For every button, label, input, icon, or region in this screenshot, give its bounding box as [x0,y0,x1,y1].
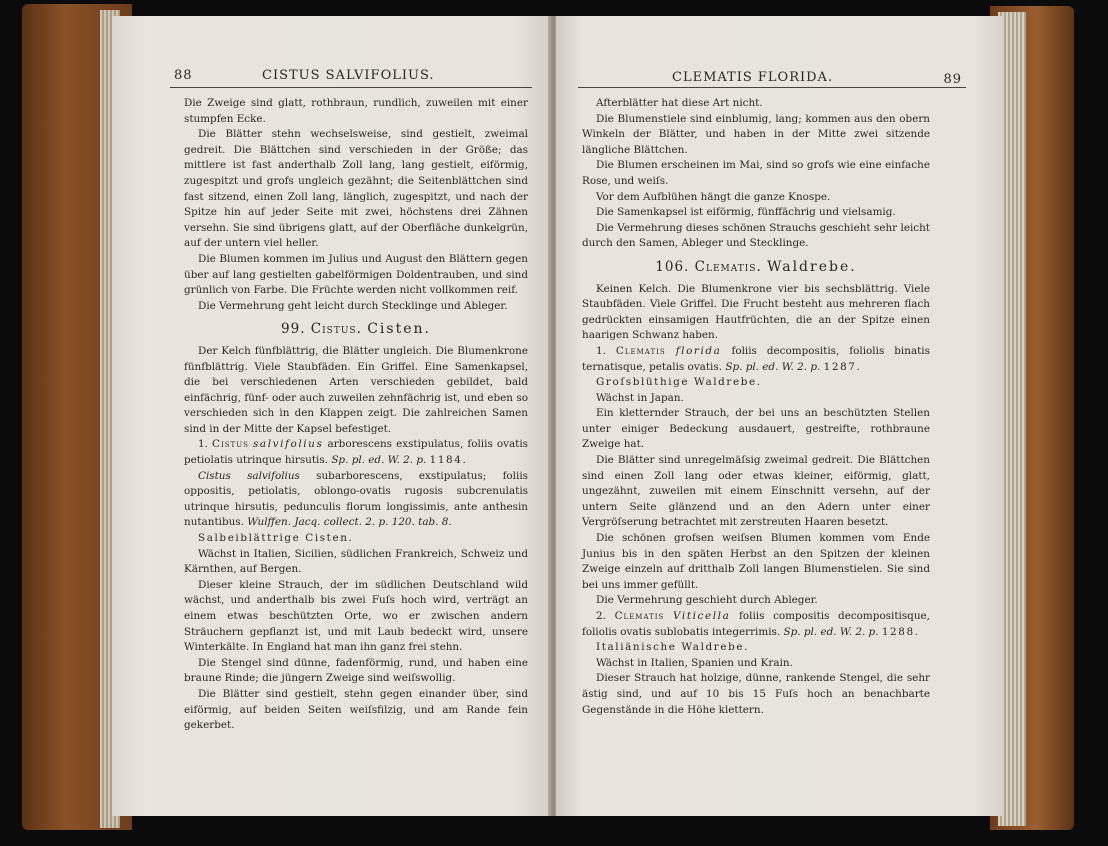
paragraph: Vor dem Aufblühen hängt die ganze Knospe. [596,190,831,203]
section-german-name: Cisten. [367,321,431,338]
left-running-head [112,66,550,88]
left-head-rule [170,87,532,88]
paragraph: Wächst in Italien, Sicilien, südlichen Frankreich, Schweiz und Kärnthen, auf Bergen. [184,547,528,576]
common-name: Italiänische Waldrebe. [596,641,749,654]
species-diagnosis: 1. Cistus salvifolius arborescens exstipulatus, foliis ovatis petiolatis utrinque hirsutis. Sp. pl. ed. W. 2. p. 1184. [184,438,529,467]
species-diagnosis: 1. Clematis florida foliis decompositis, foliolis binatis ternatisque, petalis ovatis. Sp. pl. ed. W. 2. p. 1287. [582,344,930,373]
right-running-head [556,66,1002,88]
paragraph: Die schönen grofsen weiſsen Blumen kommen vom Ende Junius bis in den späten Herbst an den Spitzen der kleinen Zweige einzeln auf dritthalb Zoll langen Blumenstielen. Sie sind bei uns immer gefüllt. [582,532,930,591]
right-body-text [582,96,930,718]
section-german-name: Waldrebe. [767,258,857,275]
section-heading-clematis [582,260,930,276]
species-diagnosis: 2. Clematis Viticella foliis compositis decompositisque, foliolis ovatis sublobatis integerrimis. Sp. pl. ed. W. 2. p. 1288. [582,610,930,638]
left-body-text [184,96,528,734]
paragraph: Dieser kleine Strauch, der im südlichen Deutschland wild wächst, und anderthalb bis zwei Fuſs hoch wird, verträgt an einem etwas beschützten Orte, wo er zwischen andern Sträuchern gepflanzt ist, und mit Laub bedeckt wird, unsere Winterkälte. In England hat man ihn ganz frei stehn. [184,578,528,654]
paragraph: Ein kletternder Strauch, der bei uns an beschützten Stellen unter einiger Bedeckung ausdauert, gestreifte, rothbraune Zweige hat. [582,407,930,451]
left-page [112,16,550,816]
right-page-edges [998,12,1026,826]
paragraph: Afterblätter hat diese Art nicht. [596,97,763,109]
paragraph: Die Blumenstiele sind einblumig, lang; kommen aus den obern Winkeln der Blätter, und haben in der Mitte zwei sitzende längliche Blättchen. [582,112,930,156]
paragraph: Der Kelch fünfblättrig, die Blätter ungleich. Die Blumenkrone fünfblättrig. Viele Staubfäden. Ein Griffel. Eine Samenkapsel, die bei verschiedenen Arten verschieden gebildet, bald einfächrig, fünf- oder auch zuweilen zehnfächrig ist, und eben so verschieden sich in den Klappen zeigt. Die zahlreichen Samen sind in der Mitte der Kapsel befestiget. [184,344,528,435]
section-genus: Cistus. [310,321,362,338]
section-number: 99. [281,321,306,338]
paragraph: Wächst in Japan. [596,391,684,404]
paragraph: Die Blätter stehn wechselsweise, sind gestielt, zweimal gedreit. Die Blättchen sind verschieden in der Größe; das mittlere ist fast anderthalb Zoll lang, lang gestielt, eiförmig, zugespitzt und grofs ungleich gezähnt; die Seitenblättchen sind fast sitzend, einen Zoll lang, länglich, zugespitzt, und nach der Spitze hin auf jeder Seite mit zwei, höchstens drei Zähnen versehn. Sie sind übrigens glatt, auf der Oberfläche dunkelgrün, auf der untern viel heller. [184,128,528,250]
paragraph: Die Samenkapsel ist eiförmig, fünffächrig und vielsamig. [596,206,896,219]
paragraph: Die Vermehrung geht leicht durch Stecklinge und Ableger. [198,299,508,312]
common-name: Groſsblüthige Waldrebe. [596,376,762,389]
paragraph: Die Vermehrung dieses schönen Strauchs geschieht sehr leicht durch den Samen, Ableger und Stecklinge. [582,221,930,250]
species-synonym: Cistus salvifolius subarborescens, exstipulatus; foliis oppositis, petiolatis, oblongo-ovatis rugosis subcrenulatis utrinque hirsutis, pedunculis florum longissimis, ante anthesin nutantibus. Wulffen. Jacq. collect. 2. p. 120. tab. 8. [184,469,528,529]
right-page [556,16,1002,816]
paragraph: Wächst in Italien, Spanien und Krain. [596,656,793,669]
section-number: 106. [655,258,690,275]
right-head-rule [578,87,966,88]
paragraph: Die Blätter sind gestielt, stehn gegen einander über, sind eiförmig, auf beiden Seiten weiſsfilzig, und am Rande fein gekerbet. [184,687,528,732]
section-heading-cistus [184,322,528,338]
right-page-number: 89 [943,72,962,87]
paragraph: Keinen Kelch. Die Blumenkrone vier bis sechsblättrig. Viele Staubfäden. Viele Griffel. Die Frucht besteht aus mehreren flach gedrückten einsamigen Hautfrüchten, die an der Spitze einen haarigen Schwanz haben. [582,282,930,342]
section-genus: Clematis. [694,258,762,275]
right-head-title: CLEMATIS FLORIDA. [672,70,834,85]
paragraph: Dieser Strauch hat holzige, dünne, rankende Stengel, die sehr ästig sind, und auf 10 bis 15 Fuſs hoch an benachbarte Gegenstände in die Höhe klettern. [582,672,930,716]
paragraph: Die Blumen kommen im Julius und August den Blättern gegen über auf lang gestielten gabelförmigen Doldentrauben, und sind grünlich von Farbe. Die Früchte werden nicht vollkommen reif. [184,252,528,297]
common-name: Salbeiblättrige Cisten. [198,532,354,545]
left-page-number: 88 [174,68,193,83]
paragraph: Die Blumen erscheinen im Mai, sind so grofs wie eine einfache Rose, und weiſs. [582,159,930,187]
paragraph: Die Stengel sind dünne, fadenförmig, rund, und haben eine braune Rinde; die jüngern Zweige sind weiſswollig. [184,656,528,685]
paragraph: Die Zweige sind glatt, rothbraun, rundlich, zuweilen mit einer stumpfen Ecke. [184,97,528,125]
paragraph: Die Blätter sind unregelmäſsig zweimal gedreit. Die Blättchen sind einen Zoll lang oder etwas kleiner, eiförmig, glatt, ungezähnt, zuweilen mit einem Einschnitt versehn, auf der untern Seite glänzend und an den Adern unter einer Vergröſserung betrachtet mit zerstreuten Haaren besetzt. [582,454,930,529]
paragraph: Die Vermehrung geschieht durch Ableger. [596,594,818,607]
left-head-title: CISTUS SALVIFOLIUS. [262,68,435,83]
